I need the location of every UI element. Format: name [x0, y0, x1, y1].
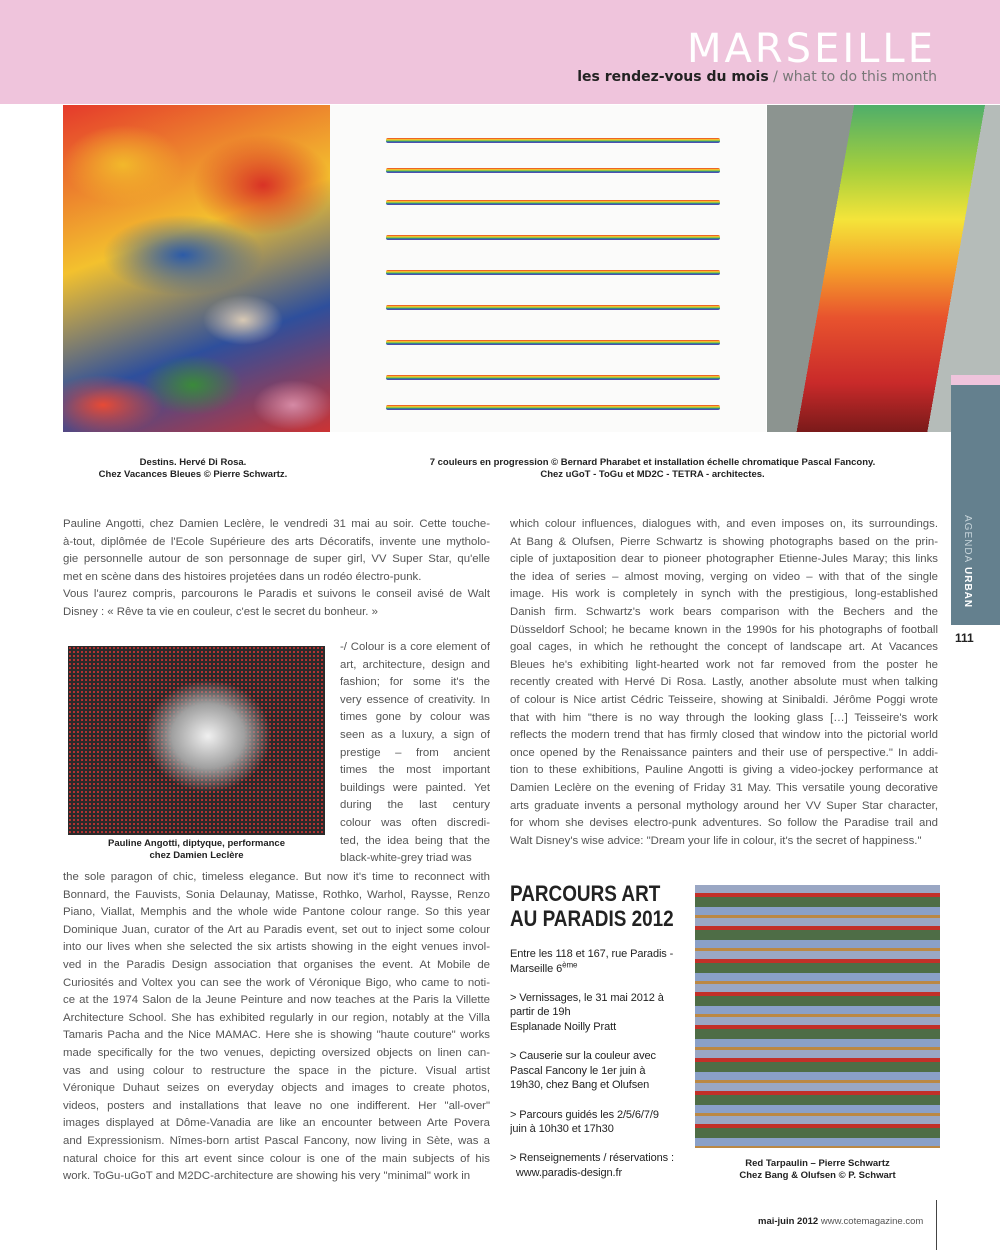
event-item-line: Pascal Fancony le 1er juin à	[510, 1064, 646, 1077]
text-line: vas and using colour to restructure the space in the picture. Visual artist	[63, 1064, 490, 1077]
event-address	[510, 947, 690, 976]
text-line: buildings were painted. Yet	[340, 781, 490, 794]
event-item-line: partir de 19h	[510, 1006, 571, 1019]
color-stripe	[386, 168, 720, 173]
text-line: Tamaris Pacha and the Nice MAMAC. Here she is showing "haute couture" works	[63, 1029, 490, 1042]
text-line: recently created with Hervé Di Rosa. Lastly, another absolute must when talking	[510, 676, 938, 689]
text-line: Curiosités and Voltex you can see the work of Véronique Bigo, who came to noti-	[63, 976, 490, 989]
sidebar-label	[953, 515, 973, 615]
text-line: Walt Disney's wise advice: "Dream your life in colour, it's the secret of happiness."	[510, 834, 922, 847]
caption-stripes	[370, 457, 935, 480]
paragraph	[340, 639, 490, 868]
halftone-portrait-image	[68, 646, 325, 835]
text-line: Pauline Angotti, chez Damien Leclère, le vendredi 31 mai au soir. Cette touche-	[63, 518, 490, 530]
text-line: Vous l'aurez compris, parcourons le Paradis et suivons le conseil avisé de Walt	[63, 588, 490, 601]
text-line: for whom she devises electro-punk adventures. So follow the Paradise trail and	[510, 817, 938, 830]
event-item-line: > Causerie sur la couleur avec	[510, 1050, 656, 1063]
text-line: At Bang & Olufsen, Pierre Schwartz is showing photographs based on the prin-	[510, 535, 938, 548]
caption-tarpaulin	[710, 1158, 925, 1181]
event-title-line: PARCOURS ART	[510, 881, 661, 906]
color-stripe	[386, 340, 720, 345]
text-line: fashion; for some it's the	[340, 676, 490, 689]
event-item-line: > Vernissages, le 31 mai 2012 à	[510, 991, 664, 1004]
caption-line: 7 couleurs en progression © Bernard Pharabet et installation échelle chromatique Pascal Fancony.	[429, 457, 876, 468]
left-column	[63, 869, 490, 1186]
text-line: ciple of juxtaposition dear to pioneer photographer Etienne-Jules Maray; this links	[510, 553, 938, 566]
color-stripe	[386, 235, 720, 240]
text-line: of colour is Nice artist Cédric Teisseire, showing at Sinibaldi. Jérôme Poggi wrote	[510, 693, 938, 706]
text-line: work. ToGu-uGoT and M2DC-architecture are showing his very "minimal" work in	[63, 1170, 471, 1183]
text-line: Piano, Viallat, Memphis and the whole wide Pantone colour range. So this year	[63, 906, 490, 919]
text-line: arts graduate invents a personal mythology around her VV Super Star character,	[510, 799, 938, 812]
event-item-line: Esplanade Noilly Pratt	[510, 1020, 617, 1033]
subtitle-en: what to do this month	[782, 69, 937, 85]
city-suffix: ème	[562, 959, 578, 969]
text-line: natural choice for this art event since colour is one of the main subjects of his	[63, 1152, 490, 1165]
page-number: 111	[955, 631, 974, 645]
city: Marseille 6	[510, 962, 563, 975]
event-item	[510, 1049, 690, 1093]
paragraph	[63, 586, 490, 621]
paragraph	[63, 516, 490, 586]
text-line: Damien Leclère on the evening of Friday 31 May. This versatile young decorative	[510, 781, 938, 794]
text-line: which colour influences, dialogues with, and even imposes on, its surroundings.	[510, 518, 938, 530]
text-line: Bleues he's exhibiting light-hearted work not far removed from the poster he	[510, 658, 938, 671]
caption-line: Chez Vacances Bleues © Pierre Schwartz.	[98, 468, 288, 480]
text-line: during the last century	[340, 799, 490, 812]
caption-halftone	[68, 838, 325, 861]
color-stripe	[386, 305, 720, 310]
footer-rule	[936, 1200, 937, 1250]
text-line: times gone by colour was	[340, 711, 490, 724]
color-stripe	[386, 138, 720, 143]
text-line: Architecture School. She has exhibited regularly in our region, notably at the Villa	[63, 1011, 490, 1024]
color-stripe	[386, 405, 720, 410]
text-line: made specifically for the two venues, depicting oversized objects on linen can-	[63, 1046, 490, 1059]
event-item-line: > Renseignements / réservations :	[510, 1152, 674, 1165]
caption-line: Pauline Angotti, diptyque, performance	[108, 838, 285, 849]
address-line: Entre les 118 et 167, rue Paradis -	[510, 948, 674, 960]
right-column	[510, 516, 938, 850]
text-line: prestige – from ancient	[340, 746, 490, 759]
text-line: met en scène dans des histoires projetées dans un rodéo électro-punk.	[63, 570, 422, 583]
event-item-line: > Parcours guidés les 2/5/6/7/9	[510, 1108, 659, 1121]
section-title: MARSEILLE	[687, 26, 936, 72]
subtitle-fr: les rendez-vous du mois	[577, 69, 769, 85]
text-line: Dominique Juan, curator of the Art au Paradis event, set out to inject some colour	[63, 923, 490, 936]
event-item-line: www.paradis-design.fr	[510, 1166, 623, 1179]
text-line: image. His work is completely in synch with the prestigious, long-established	[510, 588, 938, 601]
caption-line: Chez Bang & Olufsen © P. Schwart	[739, 1169, 896, 1181]
event-item	[510, 991, 690, 1035]
red-tarpaulin-image	[695, 885, 940, 1148]
subtitle-separator: /	[768, 69, 783, 85]
inset-column	[340, 639, 490, 868]
text-line: colour was often discredi-	[340, 816, 490, 829]
color-stripe	[386, 270, 720, 275]
footer	[758, 1216, 923, 1227]
intro-column	[63, 516, 490, 622]
text-line: ce at the 1974 Salon de la Jeune Peinture and now teaches at the Paris la Villette	[63, 994, 490, 1007]
text-line: goal cages, in which he rethought the concept of landscape art. At Vacances	[510, 641, 938, 654]
caption-line: Red Tarpaulin – Pierre Schwartz	[745, 1158, 890, 1169]
text-line: Véronique Duhaut seizes on everyday objects and images to create photos,	[63, 1082, 490, 1095]
text-line: black-white-grey triad was	[340, 852, 472, 865]
text-line: Danish firm. Schwartz's work bears comparison with the Bechers and the	[510, 605, 938, 618]
text-line: once opened by the Renaissance painters and their use of perspective." In addi-	[510, 746, 938, 759]
text-line: very essence of creativity. In	[340, 693, 490, 706]
caption-line: Destins. Hervé Di Rosa.	[139, 457, 247, 468]
text-line: the sole paragon of chic, timeless elegance. But now it's time to reconnect with	[63, 871, 490, 883]
section-subtitle	[577, 69, 937, 86]
text-line: seen as a luxury, a sign of	[340, 728, 490, 741]
destins-painting-image	[63, 105, 330, 432]
event-item-line: juin à 10h30 et 17h30	[510, 1123, 614, 1136]
footer-issue: mai-juin 2012	[758, 1216, 819, 1227]
text-line: tion to these exhibitions, Pauline Angotti is giving a video-jockey performance at	[510, 764, 938, 777]
text-line: the idea of series – almost moving, verging on video – with that of the single	[510, 570, 938, 583]
caption-destins	[63, 457, 323, 480]
event-item-line: 19h30, chez Bang et Olufsen	[510, 1079, 650, 1092]
event-item	[510, 1151, 690, 1180]
caption-line: chez Damien Leclère	[149, 849, 244, 861]
text-line: Disney : « Rêve ta vie en couleur, c'est le secret du bonheur. »	[63, 605, 378, 618]
text-line: Düsseldorf School; he became known in the 1990s for his photographs of football	[510, 623, 938, 636]
text-line: -/ Colour is a core element of	[340, 641, 490, 653]
text-line: ved in the Paradis Design association that organises the event. At Mobile de	[63, 958, 490, 971]
text-line: reflects the modern trend that has firmly closed that window into the pictorial world	[510, 729, 938, 742]
color-stripe	[386, 200, 720, 205]
caption-line: Chez uGoT - ToGu et MD2C - TETRA - architectes.	[540, 468, 765, 480]
text-line: times the most important	[340, 764, 490, 777]
color-stripe	[386, 375, 720, 380]
sidebar-agenda: AGENDA	[962, 515, 973, 564]
text-line: that with him "there is no way through the looking glass […] Teisseire's work	[510, 711, 938, 724]
text-line: videos, posters and installations that leave no one indifferent. Her "all-over"	[63, 1099, 490, 1112]
text-line: into our lives when she selected the six artists showing in the eight venues invol-	[63, 941, 490, 954]
text-line: gie personnelle autour de son personnage de super girl, VV Super Star, qu'elle	[63, 553, 490, 566]
event-item	[510, 1108, 690, 1137]
event-title-line: AU PARADIS 2012	[510, 906, 674, 931]
paragraph	[63, 869, 490, 1186]
text-line: Bonnard, the Fauvists, Sonia Delaunay, Matisse, Rothko, Warhol, Raysse, Renzo	[63, 888, 490, 901]
event-info	[510, 947, 690, 1195]
paragraph	[510, 516, 938, 850]
text-line: à-tout, diplômée de l'Ecole Supérieure des arts Décoratifs, invente une mytholo-	[63, 535, 490, 548]
footer-website-link[interactable]: www.cotemagazine.com	[820, 1216, 924, 1227]
sidebar-urban: URBAN	[962, 567, 973, 609]
text-line: images displayed at Dôme-Vanadia are like an encounter between Arte Povera	[63, 1117, 490, 1130]
color-stripes-image	[330, 105, 766, 432]
text-line: art, architecture, design and	[340, 658, 490, 671]
text-line: and Expressionism. Nîmes-born artist Pascal Fancony, now living in Sète, was a	[63, 1134, 490, 1147]
text-line: ted, the idea being that the	[340, 834, 490, 847]
event-box-title	[510, 881, 674, 931]
